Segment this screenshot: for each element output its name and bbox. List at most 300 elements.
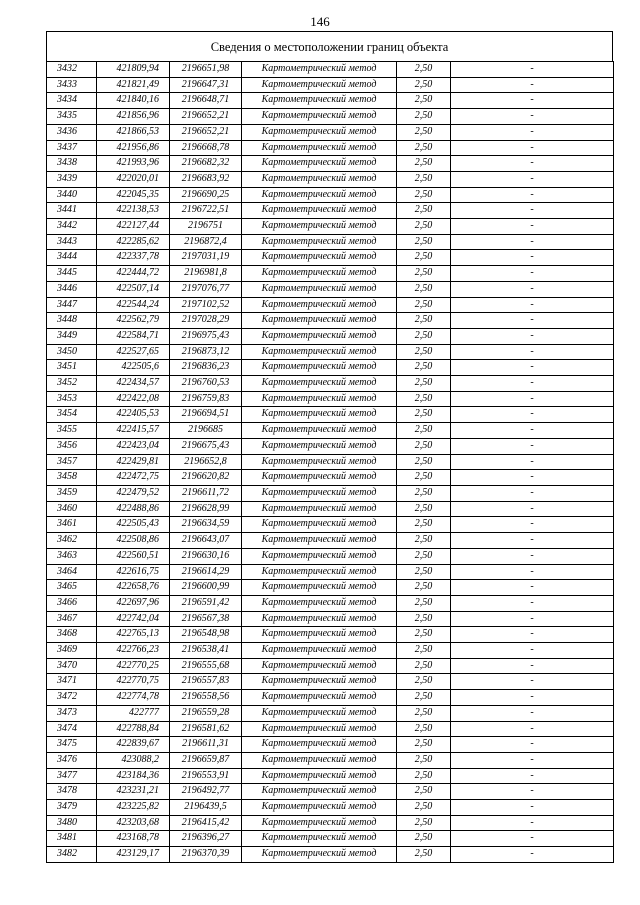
description-cell: - <box>451 281 614 297</box>
y-coordinate-cell: 2196652,8 <box>170 454 242 470</box>
x-coordinate-cell: 422479,52 <box>97 485 170 501</box>
point-number-cell: 3444 <box>47 250 97 266</box>
x-coordinate-cell: 422423,04 <box>97 438 170 454</box>
point-number-cell: 3453 <box>47 391 97 407</box>
y-coordinate-cell: 2196581,62 <box>170 721 242 737</box>
y-coordinate-cell: 2196630,16 <box>170 548 242 564</box>
precision-cell: 2,50 <box>397 705 451 721</box>
point-number-cell: 3434 <box>47 93 97 109</box>
coordinates-table-body <box>47 62 614 863</box>
method-cell: Картометрический метод <box>242 391 397 407</box>
description-cell: - <box>451 800 614 816</box>
method-cell: Картометрический метод <box>242 690 397 706</box>
method-cell: Картометрический метод <box>242 140 397 156</box>
method-cell: Картометрический метод <box>242 454 397 470</box>
method-cell: Картометрический метод <box>242 800 397 816</box>
method-cell: Картометрический метод <box>242 517 397 533</box>
y-coordinate-cell: 2196751 <box>170 219 242 235</box>
precision-cell: 2,50 <box>397 187 451 203</box>
point-number-cell: 3446 <box>47 281 97 297</box>
point-number-cell: 3438 <box>47 156 97 172</box>
y-coordinate-cell: 2196634,59 <box>170 517 242 533</box>
y-coordinate-cell: 2197028,29 <box>170 313 242 329</box>
description-cell: - <box>451 533 614 549</box>
method-cell: Картометрический метод <box>242 344 397 360</box>
section-title: Сведения о местоположении границ объекта <box>46 31 613 61</box>
precision-cell: 2,50 <box>397 533 451 549</box>
x-coordinate-cell: 423225,82 <box>97 800 170 816</box>
y-coordinate-cell: 2196872,4 <box>170 234 242 250</box>
method-cell: Картометрический метод <box>242 171 397 187</box>
x-coordinate-cell: 422697,96 <box>97 595 170 611</box>
point-number-cell: 3442 <box>47 219 97 235</box>
precision-cell: 2,50 <box>397 674 451 690</box>
precision-cell: 2,50 <box>397 77 451 93</box>
y-coordinate-cell: 2197031,19 <box>170 250 242 266</box>
y-coordinate-cell: 2196759,83 <box>170 391 242 407</box>
precision-cell: 2,50 <box>397 266 451 282</box>
description-cell: - <box>451 376 614 392</box>
precision-cell: 2,50 <box>397 831 451 847</box>
y-coordinate-cell: 2196652,21 <box>170 124 242 140</box>
table-row <box>47 690 614 706</box>
y-coordinate-cell: 2196620,82 <box>170 470 242 486</box>
point-number-cell: 3436 <box>47 124 97 140</box>
point-number-cell: 3445 <box>47 266 97 282</box>
method-cell: Картометрический метод <box>242 407 397 423</box>
table-row <box>47 171 614 187</box>
table-row <box>47 721 614 737</box>
point-number-cell: 3454 <box>47 407 97 423</box>
table-row <box>47 407 614 423</box>
x-coordinate-cell: 422285,62 <box>97 234 170 250</box>
precision-cell: 2,50 <box>397 156 451 172</box>
table-row <box>47 391 614 407</box>
point-number-cell: 3464 <box>47 564 97 580</box>
y-coordinate-cell: 2196643,07 <box>170 533 242 549</box>
precision-cell: 2,50 <box>397 328 451 344</box>
description-cell: - <box>451 438 614 454</box>
description-cell: - <box>451 831 614 847</box>
x-coordinate-cell: 422765,13 <box>97 627 170 643</box>
description-cell: - <box>451 109 614 125</box>
y-coordinate-cell: 2196492,77 <box>170 784 242 800</box>
precision-cell: 2,50 <box>397 203 451 219</box>
method-cell: Картометрический метод <box>242 328 397 344</box>
x-coordinate-cell: 422742,04 <box>97 611 170 627</box>
x-coordinate-cell: 421866,53 <box>97 124 170 140</box>
method-cell: Картометрический метод <box>242 580 397 596</box>
method-cell: Картометрический метод <box>242 219 397 235</box>
table-row <box>47 109 614 125</box>
precision-cell: 2,50 <box>397 407 451 423</box>
x-coordinate-cell: 422045,35 <box>97 187 170 203</box>
method-cell: Картометрический метод <box>242 564 397 580</box>
method-cell: Картометрический метод <box>242 156 397 172</box>
description-cell: - <box>451 203 614 219</box>
y-coordinate-cell: 2196694,51 <box>170 407 242 423</box>
method-cell: Картометрический метод <box>242 611 397 627</box>
method-cell: Картометрический метод <box>242 595 397 611</box>
table-row <box>47 485 614 501</box>
x-coordinate-cell: 422770,25 <box>97 658 170 674</box>
point-number-cell: 3467 <box>47 611 97 627</box>
point-number-cell: 3461 <box>47 517 97 533</box>
point-number-cell: 3439 <box>47 171 97 187</box>
method-cell: Картометрический метод <box>242 313 397 329</box>
method-cell: Картометрический метод <box>242 297 397 313</box>
x-coordinate-cell: 422488,86 <box>97 501 170 517</box>
precision-cell: 2,50 <box>397 580 451 596</box>
table-row <box>47 234 614 250</box>
precision-cell: 2,50 <box>397 815 451 831</box>
point-number-cell: 3443 <box>47 234 97 250</box>
description-cell: - <box>451 564 614 580</box>
precision-cell: 2,50 <box>397 501 451 517</box>
x-coordinate-cell: 422562,79 <box>97 313 170 329</box>
precision-cell: 2,50 <box>397 737 451 753</box>
description-cell: - <box>451 580 614 596</box>
description-cell: - <box>451 674 614 690</box>
precision-cell: 2,50 <box>397 847 451 863</box>
precision-cell: 2,50 <box>397 219 451 235</box>
description-cell: - <box>451 266 614 282</box>
x-coordinate-cell: 422429,81 <box>97 454 170 470</box>
description-cell: - <box>451 328 614 344</box>
point-number-cell: 3459 <box>47 485 97 501</box>
description-cell: - <box>451 187 614 203</box>
y-coordinate-cell: 2196652,21 <box>170 109 242 125</box>
method-cell: Картометрический метод <box>242 627 397 643</box>
description-cell: - <box>451 62 614 78</box>
description-cell: - <box>451 595 614 611</box>
method-cell: Картометрический метод <box>242 674 397 690</box>
x-coordinate-cell: 422777 <box>97 705 170 721</box>
method-cell: Картометрический метод <box>242 109 397 125</box>
point-number-cell: 3458 <box>47 470 97 486</box>
x-coordinate-cell: 423168,78 <box>97 831 170 847</box>
table-row <box>47 328 614 344</box>
description-cell: - <box>451 313 614 329</box>
y-coordinate-cell: 2196538,41 <box>170 643 242 659</box>
method-cell: Картометрический метод <box>242 721 397 737</box>
table-row <box>47 454 614 470</box>
precision-cell: 2,50 <box>397 643 451 659</box>
precision-cell: 2,50 <box>397 548 451 564</box>
point-number-cell: 3460 <box>47 501 97 517</box>
x-coordinate-cell: 422505,6 <box>97 360 170 376</box>
precision-cell: 2,50 <box>397 470 451 486</box>
point-number-cell: 3457 <box>47 454 97 470</box>
description-cell: - <box>451 752 614 768</box>
method-cell: Картометрический метод <box>242 501 397 517</box>
method-cell: Картометрический метод <box>242 93 397 109</box>
y-coordinate-cell: 2196591,42 <box>170 595 242 611</box>
table-row <box>47 219 614 235</box>
x-coordinate-cell: 421993,96 <box>97 156 170 172</box>
description-cell: - <box>451 705 614 721</box>
x-coordinate-cell: 422507,14 <box>97 281 170 297</box>
precision-cell: 2,50 <box>397 438 451 454</box>
y-coordinate-cell: 2196611,31 <box>170 737 242 753</box>
method-cell: Картометрический метод <box>242 643 397 659</box>
point-number-cell: 3470 <box>47 658 97 674</box>
description-cell: - <box>451 250 614 266</box>
x-coordinate-cell: 423203,68 <box>97 815 170 831</box>
table-row <box>47 768 614 784</box>
point-number-cell: 3455 <box>47 423 97 439</box>
precision-cell: 2,50 <box>397 391 451 407</box>
table-row <box>47 140 614 156</box>
precision-cell: 2,50 <box>397 485 451 501</box>
y-coordinate-cell: 2196690,25 <box>170 187 242 203</box>
description-cell: - <box>451 407 614 423</box>
table-row <box>47 705 614 721</box>
y-coordinate-cell: 2196975,43 <box>170 328 242 344</box>
point-number-cell: 3452 <box>47 376 97 392</box>
method-cell: Картометрический метод <box>242 768 397 784</box>
table-row <box>47 831 614 847</box>
precision-cell: 2,50 <box>397 376 451 392</box>
table-row <box>47 643 614 659</box>
description-cell: - <box>451 815 614 831</box>
table-row <box>47 658 614 674</box>
x-coordinate-cell: 422020,01 <box>97 171 170 187</box>
precision-cell: 2,50 <box>397 752 451 768</box>
description-cell: - <box>451 501 614 517</box>
precision-cell: 2,50 <box>397 423 451 439</box>
point-number-cell: 3481 <box>47 831 97 847</box>
description-cell: - <box>451 344 614 360</box>
method-cell: Картометрический метод <box>242 784 397 800</box>
y-coordinate-cell: 2196760,53 <box>170 376 242 392</box>
description-cell: - <box>451 77 614 93</box>
precision-cell: 2,50 <box>397 768 451 784</box>
y-coordinate-cell: 2196611,72 <box>170 485 242 501</box>
table-row <box>47 438 614 454</box>
point-number-cell: 3480 <box>47 815 97 831</box>
description-cell: - <box>451 768 614 784</box>
y-coordinate-cell: 2196685 <box>170 423 242 439</box>
x-coordinate-cell: 422508,86 <box>97 533 170 549</box>
y-coordinate-cell: 2196600,99 <box>170 580 242 596</box>
y-coordinate-cell: 2196873,12 <box>170 344 242 360</box>
method-cell: Картометрический метод <box>242 438 397 454</box>
precision-cell: 2,50 <box>397 140 451 156</box>
x-coordinate-cell: 422138,53 <box>97 203 170 219</box>
method-cell: Картометрический метод <box>242 376 397 392</box>
description-cell: - <box>451 171 614 187</box>
y-coordinate-cell: 2196614,29 <box>170 564 242 580</box>
y-coordinate-cell: 2196559,28 <box>170 705 242 721</box>
table-row <box>47 281 614 297</box>
point-number-cell: 3450 <box>47 344 97 360</box>
method-cell: Картометрический метод <box>242 847 397 863</box>
table-row <box>47 548 614 564</box>
x-coordinate-cell: 422544,24 <box>97 297 170 313</box>
description-cell: - <box>451 234 614 250</box>
point-number-cell: 3441 <box>47 203 97 219</box>
precision-cell: 2,50 <box>397 784 451 800</box>
x-coordinate-cell: 422839,67 <box>97 737 170 753</box>
table-row <box>47 580 614 596</box>
point-number-cell: 3463 <box>47 548 97 564</box>
precision-cell: 2,50 <box>397 721 451 737</box>
table-row <box>47 533 614 549</box>
precision-cell: 2,50 <box>397 690 451 706</box>
y-coordinate-cell: 2196415,42 <box>170 815 242 831</box>
precision-cell: 2,50 <box>397 611 451 627</box>
precision-cell: 2,50 <box>397 564 451 580</box>
x-coordinate-cell: 421809,94 <box>97 62 170 78</box>
point-number-cell: 3471 <box>47 674 97 690</box>
y-coordinate-cell: 2197076,77 <box>170 281 242 297</box>
y-coordinate-cell: 2196553,91 <box>170 768 242 784</box>
x-coordinate-cell: 421840,16 <box>97 93 170 109</box>
coordinates-table <box>46 61 614 863</box>
description-cell: - <box>451 454 614 470</box>
point-number-cell: 3451 <box>47 360 97 376</box>
table-row <box>47 297 614 313</box>
x-coordinate-cell: 423088,2 <box>97 752 170 768</box>
x-coordinate-cell: 422415,57 <box>97 423 170 439</box>
y-coordinate-cell: 2196675,43 <box>170 438 242 454</box>
precision-cell: 2,50 <box>397 93 451 109</box>
method-cell: Картометрический метод <box>242 203 397 219</box>
point-number-cell: 3475 <box>47 737 97 753</box>
precision-cell: 2,50 <box>397 124 451 140</box>
y-coordinate-cell: 2196548,98 <box>170 627 242 643</box>
precision-cell: 2,50 <box>397 109 451 125</box>
precision-cell: 2,50 <box>397 171 451 187</box>
table-row <box>47 470 614 486</box>
method-cell: Картометрический метод <box>242 281 397 297</box>
x-coordinate-cell: 422770,75 <box>97 674 170 690</box>
point-number-cell: 3473 <box>47 705 97 721</box>
point-number-cell: 3476 <box>47 752 97 768</box>
precision-cell: 2,50 <box>397 344 451 360</box>
x-coordinate-cell: 423184,36 <box>97 768 170 784</box>
point-number-cell: 3435 <box>47 109 97 125</box>
description-cell: - <box>451 485 614 501</box>
x-coordinate-cell: 422560,51 <box>97 548 170 564</box>
method-cell: Картометрический метод <box>242 234 397 250</box>
y-coordinate-cell: 2196659,87 <box>170 752 242 768</box>
point-number-cell: 3478 <box>47 784 97 800</box>
x-coordinate-cell: 422527,65 <box>97 344 170 360</box>
x-coordinate-cell: 422658,76 <box>97 580 170 596</box>
table-row <box>47 752 614 768</box>
table-row <box>47 313 614 329</box>
point-number-cell: 3466 <box>47 595 97 611</box>
description-cell: - <box>451 297 614 313</box>
table-row <box>47 187 614 203</box>
description-cell: - <box>451 124 614 140</box>
point-number-cell: 3456 <box>47 438 97 454</box>
description-cell: - <box>451 784 614 800</box>
point-number-cell: 3448 <box>47 313 97 329</box>
table-row <box>47 266 614 282</box>
table-row <box>47 517 614 533</box>
method-cell: Картометрический метод <box>242 423 397 439</box>
description-cell: - <box>451 658 614 674</box>
point-number-cell: 3447 <box>47 297 97 313</box>
description-cell: - <box>451 627 614 643</box>
method-cell: Картометрический метод <box>242 831 397 847</box>
x-coordinate-cell: 422127,44 <box>97 219 170 235</box>
table-row <box>47 376 614 392</box>
table-row <box>47 156 614 172</box>
description-cell: - <box>451 93 614 109</box>
point-number-cell: 3474 <box>47 721 97 737</box>
y-coordinate-cell: 2196668,78 <box>170 140 242 156</box>
table-row <box>47 674 614 690</box>
method-cell: Картометрический метод <box>242 533 397 549</box>
point-number-cell: 3469 <box>47 643 97 659</box>
point-number-cell: 3462 <box>47 533 97 549</box>
x-coordinate-cell: 422422,08 <box>97 391 170 407</box>
x-coordinate-cell: 422766,23 <box>97 643 170 659</box>
table-row <box>47 360 614 376</box>
precision-cell: 2,50 <box>397 517 451 533</box>
x-coordinate-cell: 422788,84 <box>97 721 170 737</box>
point-number-cell: 3477 <box>47 768 97 784</box>
table-row <box>47 77 614 93</box>
point-number-cell: 3449 <box>47 328 97 344</box>
y-coordinate-cell: 2196836,23 <box>170 360 242 376</box>
method-cell: Картометрический метод <box>242 705 397 721</box>
table-row <box>47 611 614 627</box>
method-cell: Картометрический метод <box>242 250 397 266</box>
point-number-cell: 3468 <box>47 627 97 643</box>
point-number-cell: 3440 <box>47 187 97 203</box>
x-coordinate-cell: 422472,75 <box>97 470 170 486</box>
x-coordinate-cell: 422616,75 <box>97 564 170 580</box>
precision-cell: 2,50 <box>397 658 451 674</box>
x-coordinate-cell: 421956,86 <box>97 140 170 156</box>
y-coordinate-cell: 2196439,5 <box>170 800 242 816</box>
y-coordinate-cell: 2196628,99 <box>170 501 242 517</box>
precision-cell: 2,50 <box>397 313 451 329</box>
description-cell: - <box>451 219 614 235</box>
y-coordinate-cell: 2196555,68 <box>170 658 242 674</box>
x-coordinate-cell: 422405,53 <box>97 407 170 423</box>
table-row <box>47 800 614 816</box>
x-coordinate-cell: 421821,49 <box>97 77 170 93</box>
description-cell: - <box>451 611 614 627</box>
y-coordinate-cell: 2196981,8 <box>170 266 242 282</box>
table-row <box>47 815 614 831</box>
y-coordinate-cell: 2196648,71 <box>170 93 242 109</box>
y-coordinate-cell: 2196370,39 <box>170 847 242 863</box>
description-cell: - <box>451 391 614 407</box>
table-row <box>47 595 614 611</box>
description-cell: - <box>451 847 614 863</box>
page-number: 146 <box>310 14 330 29</box>
table-row <box>47 344 614 360</box>
method-cell: Картометрический метод <box>242 266 397 282</box>
method-cell: Картометрический метод <box>242 815 397 831</box>
table-row <box>47 423 614 439</box>
description-cell: - <box>451 643 614 659</box>
precision-cell: 2,50 <box>397 595 451 611</box>
y-coordinate-cell: 2196647,31 <box>170 77 242 93</box>
precision-cell: 2,50 <box>397 250 451 266</box>
description-cell: - <box>451 360 614 376</box>
x-coordinate-cell: 422584,71 <box>97 328 170 344</box>
table-row <box>47 737 614 753</box>
x-coordinate-cell: 421856,96 <box>97 109 170 125</box>
